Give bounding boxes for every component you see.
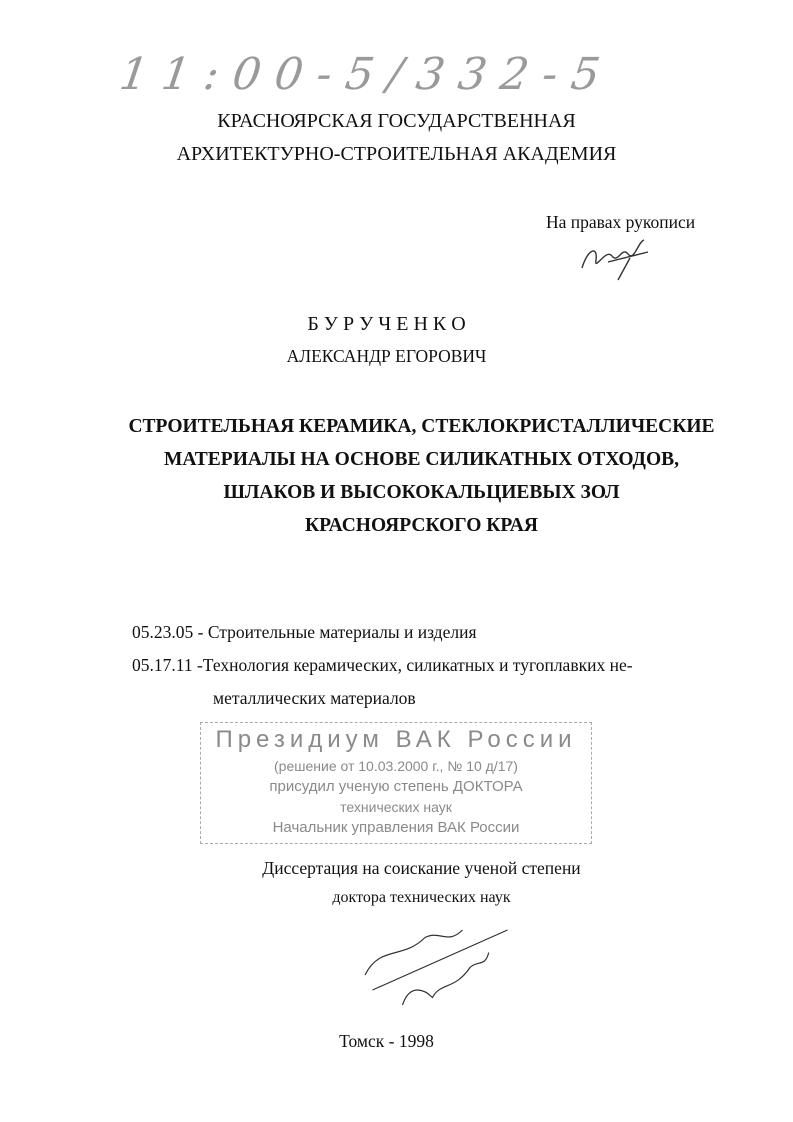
speciality-2 [132,655,633,675]
title-line-1: СТРОИТЕЛЬНАЯ КЕРАМИКА, СТЕКЛОКРИСТАЛЛИЧЕСКИЕ [128,416,715,437]
stamp-line-4: технических наук [340,799,452,815]
author-surname: Б У Р У Ч Е Н К О [307,313,466,335]
speciality-1 [132,622,477,642]
title-line-2: МАТЕРИАЛЫ НА ОСНОВЕ СИЛИКАТНЫХ ОТХОДОВ, [164,449,679,470]
stamp-line-2: (решение от 10.03.2000 г., № 10 д/17) [274,758,518,774]
handwritten-signature-stamp [330,915,550,1020]
degree-line-1: Диссертация на соискание ученой степени [262,858,581,878]
title-line-3: ШЛАКОВ И ВЫСОКОКАЛЬЦИЕВЫХ ЗОЛ [223,482,620,503]
signature [578,238,658,282]
speciality-text: -Технология керамических, силикатных и тугоплавких не- [196,655,633,675]
degree-line-2: доктора технических наук [332,889,511,906]
speciality-text: - Строительные материалы и изделия [197,622,477,642]
speciality-2-continuation: металлических материалов [213,688,416,708]
title-line-4: КРАСНОЯРСКОГО КРАЯ [305,515,538,536]
stamp-line-1: Президиум ВАК России [215,726,577,753]
speciality-code: 05.17.11 [132,655,193,675]
handwritten-code: 11:00-5/332-5 [116,49,617,100]
manuscript-note: На правах рукописи [546,212,696,232]
vak-stamp [200,722,592,844]
speciality-code: 05.23.05 [132,622,194,642]
place-year: Томск - 1998 [339,1031,434,1051]
author-name: АЛЕКСАНДР ЕГОРОВИЧ [286,346,487,366]
institution-line-2: АРХИТЕКТУРНО-СТРОИТЕЛЬНАЯ АКАДЕМИЯ [176,143,617,165]
stamp-line-3: присудил ученую степень ДОКТОРА [269,778,523,795]
stamp-line-5: Начальник управления ВАК России [272,819,520,836]
institution-line-1: КРАСНОЯРСКАЯ ГОСУДАРСТВЕННАЯ [217,110,576,132]
